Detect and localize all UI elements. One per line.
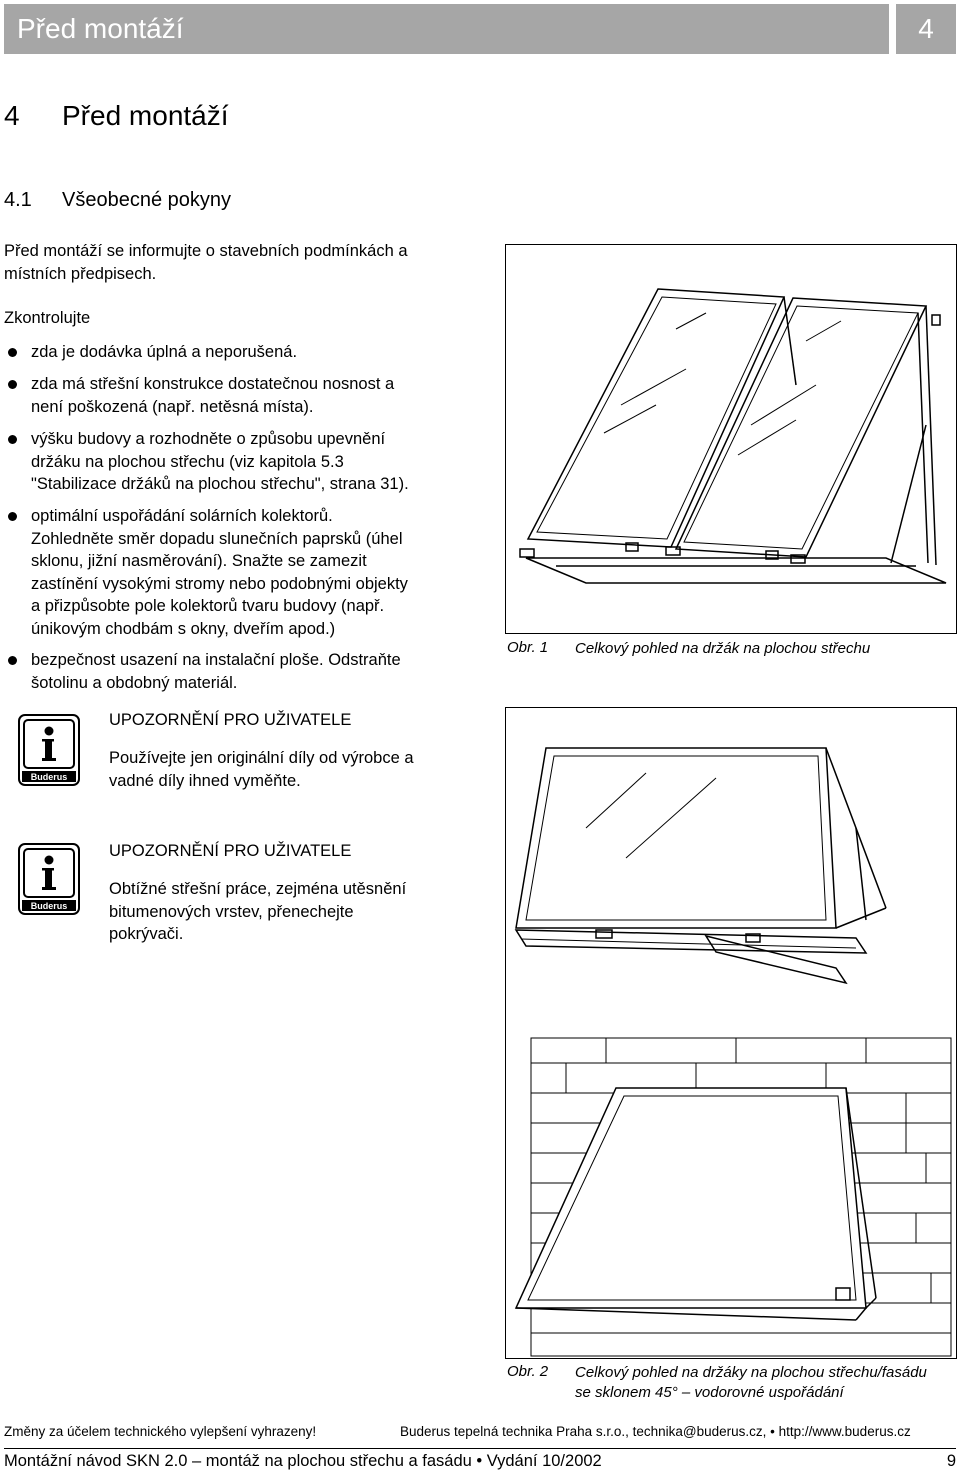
footer-disclaimer: Změny za účelem technického vylepšení vyhrazeny! [4, 1424, 317, 1439]
intro-paragraph [4, 240, 464, 285]
subsection-number: 4.1 [4, 189, 32, 211]
notice-line: Používejte jen originální díly od výrobce a [109, 749, 414, 767]
bullet-item [4, 505, 474, 640]
bullet-line: únikovým chodbám s okny, dveřím apod.) [31, 619, 336, 638]
bullet-line: sklonu, jižní nasměrování). Snažte se zamezit [31, 552, 367, 570]
bullet-line: šotolinu a obdobný materiál. [31, 673, 238, 692]
caption-line: Celkový pohled na držáky na plochou střechu/fasádu [575, 1364, 927, 1381]
bullet-line: zda má střešní konstrukce dostatečnou nosnost a [31, 375, 395, 393]
header-title: Před montáží [17, 13, 184, 44]
notice-title: UPOZORNĚNÍ PRO UŽIVATELE [109, 711, 352, 729]
notice-text [109, 747, 469, 792]
bullet-line: Zohledněte směr dopadu slunečních paprsků (úhel [31, 529, 403, 548]
intro-line: místních předpisech. [4, 264, 157, 283]
bullet-dot [8, 656, 17, 665]
subsection-title: Všeobecné pokyny [62, 189, 232, 211]
bullet-line: bezpečnost usazení na instalační ploše. Odstraňte [31, 651, 401, 669]
bullet-line: zastínění vysokými stromy nebo podobnými objekty [31, 574, 408, 593]
subsection-heading [4, 189, 231, 212]
info-icon [18, 714, 80, 786]
notice-title: UPOZORNĚNÍ PRO UŽIVATELE [109, 842, 352, 860]
section-number: 4 [4, 100, 20, 131]
bullet-item [4, 341, 474, 364]
section-heading [4, 100, 229, 132]
info-icon [18, 843, 80, 915]
header-chapter-box [896, 4, 956, 54]
bullet-dot [8, 380, 17, 389]
footer-document [4, 1448, 956, 1471]
header-chapter-number: 4 [918, 13, 934, 44]
page-number: 9 [946, 1452, 956, 1470]
notice-line: bitumenových vrstev, přenechejte [109, 902, 354, 921]
bullet-item [4, 373, 474, 418]
section-title: Před montáží [62, 100, 229, 131]
bullet-item [4, 649, 474, 694]
bullet-dot [8, 435, 17, 444]
check-label: Zkontrolujte [4, 309, 91, 327]
caption-line: Celkový pohled na držák na plochou střechu [575, 640, 871, 657]
bullet-dot [8, 512, 17, 521]
bullet-line: optimální uspořádání solárních kolektorů. [31, 507, 333, 525]
header-bar [4, 4, 889, 54]
bullet-line: výšku budovy a rozhodněte o způsobu upevnění [31, 430, 386, 448]
figure-2 [505, 707, 957, 1359]
bullet-item [4, 428, 474, 496]
notice-line: vadné díly ihned vyměňte. [109, 771, 301, 790]
bullet-line: a přizpůsobte pole kolektorů tvaru budovy (např. [31, 597, 385, 615]
footer-contact: Buderus tepelná technika Praha s.r.o., technika@buderus.cz, • http://www.buderus.cz [400, 1424, 911, 1439]
bullet-line: zda je dodávka úplná a neporušená. [31, 343, 298, 361]
notice-text [109, 878, 469, 946]
footer-document-title: Montážní návod SKN 2.0 – montáž na plochou střechu a fasádu • Vydání 10/2002 [4, 1452, 602, 1470]
figure-1-number: Obr. 1 [507, 639, 549, 656]
figure-1-caption [575, 639, 870, 659]
notice-line: Obtížné střešní práce, zejména utěsnění [109, 880, 407, 898]
bullet-dot [8, 348, 17, 357]
bullet-line: držáku na plochou střechu (viz kapitola 5.3 [31, 452, 344, 471]
bullet-line: není poškozená (např. netěsná místa). [31, 397, 314, 416]
brand-logo: Buderus [30, 901, 68, 911]
flat-roof-mount-illustration [506, 245, 956, 633]
figure-2-number: Obr. 2 [507, 1363, 549, 1380]
figure-2-caption [575, 1363, 927, 1403]
caption-line: se sklonem 45° – vodorovné uspořádání [575, 1384, 844, 1401]
bullet-line: "Stabilizace držáků na plochou střechu", strana 31). [31, 475, 409, 493]
roof-facade-mount-illustration [506, 708, 956, 1358]
figure-1 [505, 244, 957, 634]
brand-logo: Buderus [30, 772, 68, 782]
notice-line: pokrývači. [109, 925, 184, 943]
intro-line: Před montáží se informujte o stavebních podmínkách a [4, 242, 408, 260]
